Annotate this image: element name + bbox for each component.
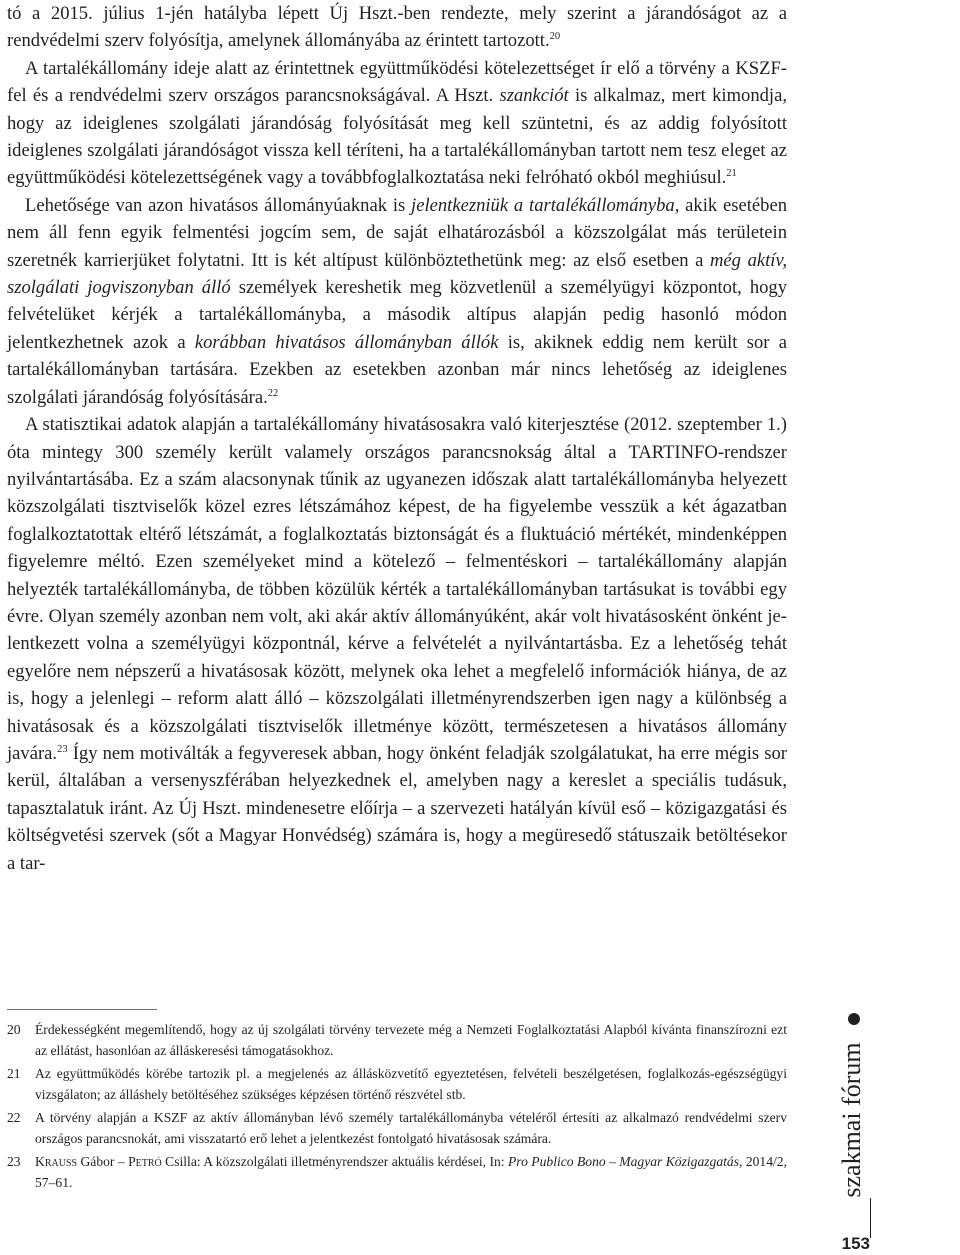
author-given-1: Gábor –: [77, 1154, 129, 1169]
footnote-21: [7, 1063, 787, 1105]
footnote-number: 20: [7, 1022, 21, 1037]
footnote-ref-21[interactable]: 21: [726, 168, 737, 180]
paragraph-3: [7, 192, 787, 411]
page-number: 153: [841, 1234, 870, 1253]
footnote-text: [35, 1151, 787, 1193]
footnote-20: [7, 1019, 787, 1061]
paragraph-4-text-a: A statisztikai adatok alapján a tartalékállomány hivatásosakra való kiterjesztése (2012. szeptember 1.) óta mintegy 300 személy került valamely országos parancsnokság által a TARTINFO-rendszer nyilvántartásába. Ez a szám alacsonynak tűnik az ugyanezen időszak alatt tartalékállományba helyezett közszolgálati tisztviselők közel ezres létszámához képest, de ha figyelembe vesszük a két ágazatban foglalkoztatottak eltérő létszámát, a foglalkoztatás biztonságát és a fluktuáció mértékét, mindenképpen figyelemre méltó. Ezen személyeket mind a kötelező – felmentéskori – tartalékállomány alapján helyezték tartalékállományba, de többen közülük kérték a tartalékállományban tartásukat is további egy évre. Olyan személy azonban nem volt, aki akár aktív állományúként, akár volt hivatásosként önként jelentkezett volna a személyügyi központnál, kérve a felvételét a nyilvántartásba. Ez a lehetőség tehát egyelőre nem népszerű a hivatásosak között, melynek oka lehet a megfelelő információk hiánya, de az is, hogy a jelenlegi – reform alatt álló – közszolgálati illetményrendszerben igen nagy a különbség a hivatásosak és a közszolgálati tisztviselők illetménye között, természetesen a hivatásos állomány javára.: [7, 414, 787, 764]
page-number-rule: [870, 1198, 871, 1238]
paragraph-3-text-b: , akik esetében nem áll fenn egyik felmentési jogcím sem, de saját elhatározásból a közszolgálat más területein szeretnék karrierjüket folytatni. Itt is két altípust különböztethetünk meg: az első esetben a: [7, 194, 788, 271]
paragraph-2-text-b: is alkalmaz, mert kimondja, hogy az ideiglenes szolgálati járandóság folyósítását meg kell szüntetni, és az addig folyósított ideiglenes szolgálati járandóságot vissza kell téríteni, ha a tartalékállományban tartott nem tesz eleget az együttműködési kötelezettségének vagy a továbbfoglalkoztatása neki felróható okból meghiúsul.: [7, 85, 787, 189]
footnote-22: [7, 1107, 787, 1149]
citation-title: Csilla: A közszolgálati illetményrendszer aktuális kérdései, In:: [161, 1154, 508, 1169]
paragraph-3-text-d: is, akiknek eddig nem került sor a tartalékállományban tartására. Ezekben az esetekben azonban már nincs lehetőség az ideiglenes szolgálati járandóság folyósítására.: [7, 331, 788, 408]
author-surname-2: Petró: [128, 1154, 162, 1169]
paragraph-1-text: tó a 2015. július 1-jén hatályba lépett Új Hszt.-ben rendezte, mely szerint a járandóságot az a rendvédelmi szerv folyósítja, amelynek állományába az érintett tartozott.: [7, 3, 787, 52]
paragraph-4-text-b: Így nem motiválták a fegyveresek abban, hogy önként feladják szolgálatukat, ha erre mégis sor kerül, általában a versenyszférában helyezkednek el, amelyben nagy a kereslet a speciális tudásuk, tapasztalatuk iránt. Az Új Hszt. mindenesetre előírja – a szervezeti hatályán kívül eső – közigazgatási és költségvetési szervek (sőt a Magyar Honvédség) számára is, hogy a megüresedő státuszaik betöltésekor a tar-: [7, 742, 787, 874]
paragraph-3-italic-a: jelentkezniük a tartalékállományba: [411, 194, 675, 216]
section-label-text: szakmai fórum: [837, 1042, 866, 1198]
footnote-number: 21: [7, 1066, 21, 1081]
citation-source: Pro Publico Bono – Magyar Közigazgatás: [508, 1154, 740, 1169]
footnote-text: Érdekességként megemlítendő, hogy az új szolgálati törvény tervezete még a Nemzeti Foglalkoztatási Alapból kívánta finanszírozni ezt az ellátást, hasonlóan az álláskeresési támogatásokhoz.: [35, 1022, 787, 1058]
paragraph-3-italic-c: korábban hivatásos állományban állók: [194, 331, 499, 353]
footnote-ref-20[interactable]: 20: [549, 31, 561, 43]
paragraph-2: [7, 55, 787, 192]
footnote-number: 23: [7, 1154, 21, 1169]
footnote-number: 22: [7, 1110, 21, 1125]
bullet-dot-icon: [848, 1013, 860, 1025]
paragraph-3-text-a: Lehetősége van azon hivatásos állományúaknak is: [25, 194, 412, 216]
paragraph-3-text-c: személyek kereshetik meg közvetlenül a személyügyi központot, hogy felvételüket kérjék a tartalékállományba, a második altípus alapján pedig hasonló módon jelentkezhetnek azok a: [7, 277, 788, 353]
footnote-text: A törvény alapján a KSZF az aktív állományban lévő személy tartalékállományba vételéről értesíti az alkalmazó rendvédelmi szerv országos parancsnokát, ami visszatartó erő lehet a jelentkezést fontolgató hivatásosak számára.: [35, 1110, 787, 1146]
paragraph-1: [7, 0, 787, 55]
footnotes: [7, 1019, 787, 1195]
body-text: [7, 0, 787, 877]
footnote-text: Az együttműködés körébe tartozik pl. a megjelenés az állásközvetítő egyeztetésen, felvételi beszélgetésen, foglalkozás-egészségügyi vizsgálaton; az álláshely betöltéséhez szükséges képzésen történő részvétel stb.: [35, 1066, 787, 1102]
author-surname-1: Krauss: [35, 1154, 78, 1169]
citation-details: , 2014/2, 57–61.: [35, 1154, 787, 1190]
paragraph-3-italic-b: még aktív, szolgálati jogviszonyban álló: [7, 249, 787, 299]
footnote-separator: [7, 1009, 157, 1010]
running-section-label: [832, 1042, 872, 1198]
paragraph-2-italic: szankciót: [499, 85, 569, 107]
footnote-23: [7, 1151, 787, 1193]
paragraph-2-text-a: A tartalékállomány ideje alatt az érintettnek együttműködési kötelezettséget ír elő a törvény a KSZF-fel és a rendvédelmi szerv országos parancsnokságával. A Hszt.: [7, 57, 787, 107]
paragraph-4: [7, 411, 787, 877]
footnote-ref-22[interactable]: 22: [267, 387, 279, 399]
footnote-ref-23[interactable]: 23: [57, 743, 68, 755]
